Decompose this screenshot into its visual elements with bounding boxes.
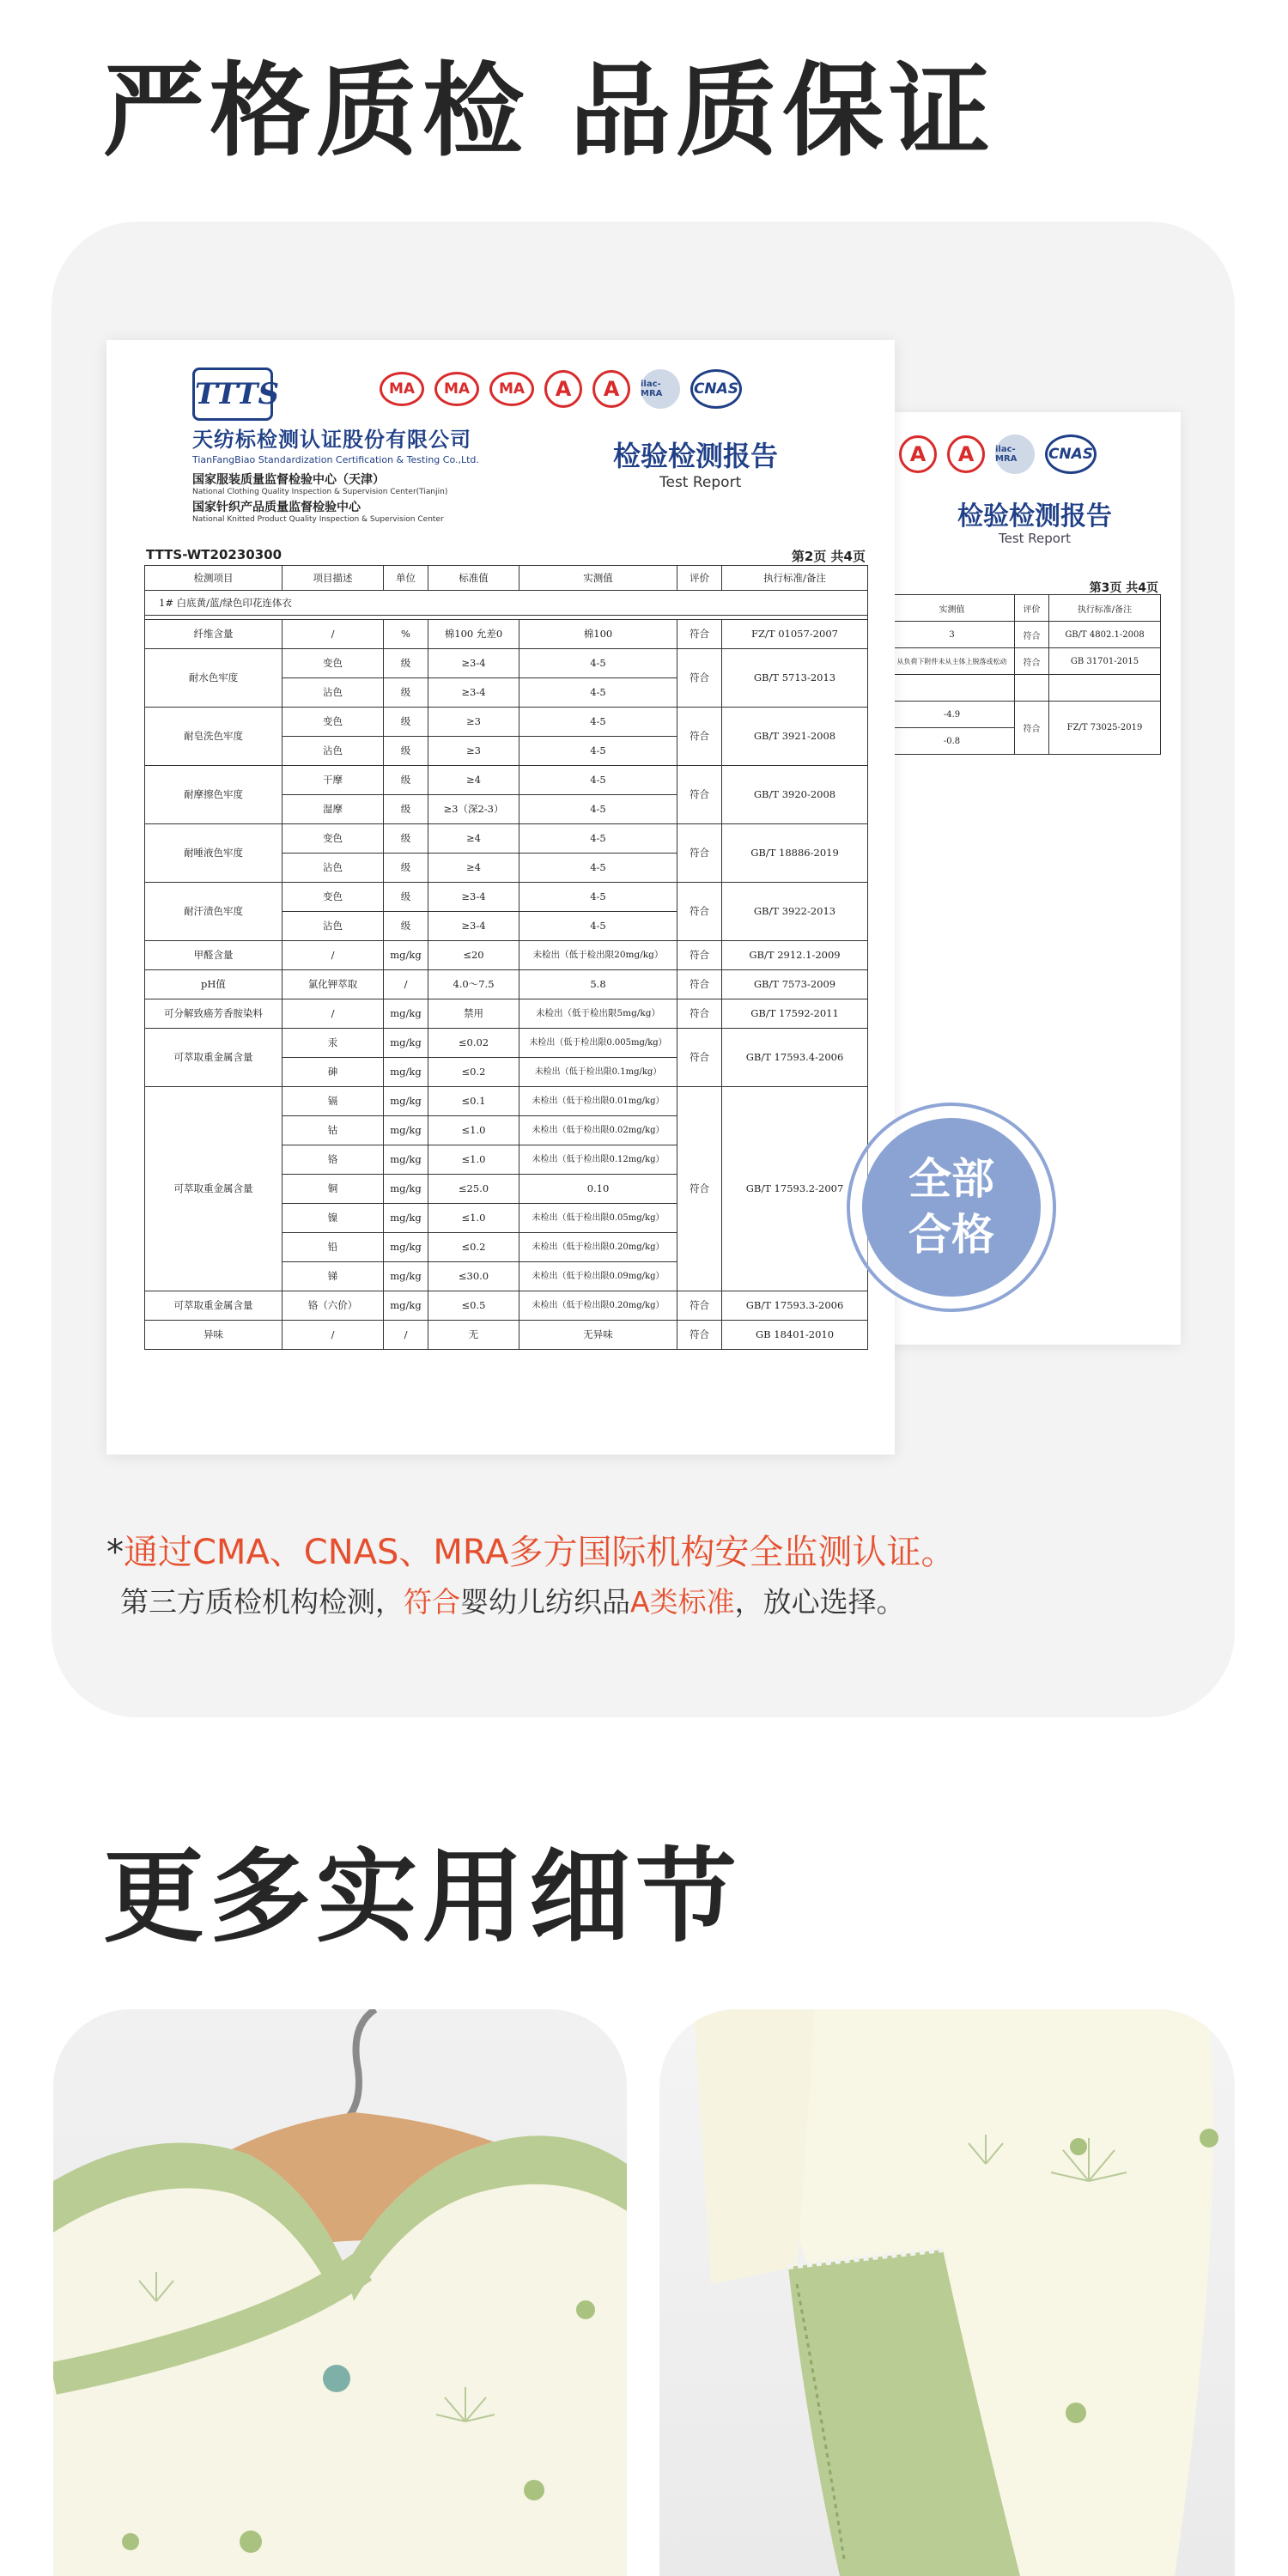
table-cell: 符合 [677,1029,722,1087]
table-cell: mg/kg [384,1058,428,1087]
table-cell: 锑 [283,1262,384,1291]
section-title-details: 更多实用细节 [103,1838,743,1956]
org-name-cn: 天纺标检测认证股份有限公司 [192,427,471,452]
table-cell: GB/T 18886-2019 [722,824,868,883]
table-cell: / [283,1321,384,1350]
table-cell: mg/kg [384,1233,428,1262]
table-cell: GB/T 5713-2013 [722,649,868,708]
table-cell: ≥4 [428,854,519,883]
table-cell: 符合 [677,883,722,941]
table-cell: ≥4 [428,824,519,854]
table-header-row [145,566,868,591]
table-cell: 变色 [283,649,384,678]
report-subtitle: Test Report [998,531,1072,546]
report-title: 检验检测报告 [957,501,1112,532]
table-row [145,999,868,1029]
table-cell: ≥3-4 [428,912,519,941]
table-row [145,941,868,970]
table-row [145,824,868,854]
table-cell: GB/T 17593.2-2007 [722,1087,868,1291]
collar-detail-photo [53,2009,627,2576]
table-cell: 4-5 [519,912,677,941]
table-cell: 符合 [677,970,722,999]
table-cell: ≥3 [428,708,519,737]
hanger-hook [345,2009,375,2121]
cuff-detail-photo [659,2009,1235,2576]
report-subtitle: Test Report [659,474,742,491]
table-cell: 沾色 [283,854,384,883]
table-header-cell: 检测项目 [145,566,283,591]
table-cell: ≥3 [428,737,519,766]
table-cell: -0.8 [890,728,1015,755]
table-cell: 耐摩擦色牢度 [145,766,283,824]
cnas-a-logo: A [899,435,937,473]
table-cell: / [283,941,384,970]
table-cell: GB/T 17593.3-2006 [722,1291,868,1321]
table-cell: ≤30.0 [428,1262,519,1291]
report-page-number: 第2页 共4页 [791,549,866,564]
table-cell: ≥3-4 [428,649,519,678]
table-cell: 符合 [677,1321,722,1350]
report-table [144,565,868,1350]
table-cell: ≥3-4 [428,883,519,912]
report-page-number: 第3页 共4页 [1089,581,1158,595]
center-name-1-en: National Clothing Quality Inspection & Supervision Center(Tianjin) [192,488,448,496]
table-cell: ≤0.2 [428,1233,519,1262]
table-cell: 未检出（低于检出限0.12mg/kg） [519,1145,677,1175]
table-cell: 沾色 [283,678,384,708]
table-row [890,622,1161,648]
table-header-cell: 标准值 [428,566,519,591]
table-cell: 铅 [283,1233,384,1262]
report-sheet-front [106,340,895,1455]
table-cell: 汞 [283,1029,384,1058]
table-cell: 级 [384,883,428,912]
table-cell: GB/T 3921-2008 [722,708,868,766]
table-cell: 可萃取重金属含量 [145,1087,283,1291]
table-cell: ≥4 [428,766,519,795]
badge-line-1: 全部 [908,1154,994,1204]
table-cell: 未检出（低于检出限20mg/kg） [519,941,677,970]
table-cell: 可萃取重金属含量 [145,1291,283,1321]
table-row [145,1029,868,1058]
ilac-mra-logo: ilac-MRA [641,369,680,409]
body-fabric [694,2009,814,2284]
table-cell: GB/T 17593.4-2006 [722,1029,868,1087]
table-cell: 4-5 [519,883,677,912]
table-cell: 级 [384,912,428,941]
note-asterisk: * [106,1533,124,1572]
table-cell: FZ/T 73025-2019 [1049,702,1161,755]
center-name-2-en: National Knitted Product Quality Inspection & Supervision Center [192,515,444,524]
table-cell: mg/kg [384,1145,428,1175]
table-cell: 甲醛含量 [145,941,283,970]
report-title: 检验检测报告 [613,440,779,472]
badge-line-2: 合格 [908,1210,994,1260]
snap-button [323,2365,350,2392]
table-cell: 从负荷下附件未从主体上脱落或松动 [890,648,1015,675]
table-cell: 铜 [283,1175,384,1204]
table-row [145,1321,868,1350]
table-cell: 氯化钾萃取 [283,970,384,999]
print-dot [1200,2129,1218,2148]
cma-logo: MA [380,372,424,406]
table-cell: ≤0.02 [428,1029,519,1058]
cnas-logo: CNAS [690,369,742,409]
table-cell [1049,675,1161,702]
table-cell: / [384,970,428,999]
table-cell: GB/T 4802.1-2008 [1049,622,1161,648]
table-row [890,648,1161,675]
table-cell: 符合 [1015,702,1049,755]
table-cell: 沾色 [283,737,384,766]
cnas-a-logo: A [947,435,985,473]
table-header-row [890,595,1161,622]
table-cell: ≥3-4 [428,678,519,708]
table-cell: 符合 [677,620,722,649]
note-highlight: A类标准 [630,1585,735,1619]
table-cell: 未检出（低于检出限0.05mg/kg） [519,1204,677,1233]
table-cell: ≤0.5 [428,1291,519,1321]
table-cell: 级 [384,649,428,678]
cert-logos-back [899,434,1097,474]
table-cell: 变色 [283,883,384,912]
table-cell: 符合 [677,941,722,970]
table-cell: 未检出（低于检出限0.02mg/kg） [519,1116,677,1145]
ttts-logo: TTTS [192,368,273,421]
table-header-cell: 执行标准/备注 [722,566,868,591]
print-dot [122,2533,139,2550]
table-cell: ≤1.0 [428,1145,519,1175]
table-cell: -4.9 [890,702,1015,728]
table-cell: 可分解致癌芳香胺染料 [145,999,283,1029]
table-header-cell: 项目描述 [283,566,384,591]
cnas-logo: CNAS [1045,434,1097,474]
table-cell: GB/T 3922-2013 [722,883,868,941]
table-cell: 耐唾液色牢度 [145,824,283,883]
table-cell: 棉100 [519,620,677,649]
table-cell: mg/kg [384,941,428,970]
table-row [145,766,868,795]
cuff-illustration [659,2009,1235,2576]
table-cell: 可萃取重金属含量 [145,1029,283,1087]
table-cell: 未检出（低于检出限0.01mg/kg） [519,1087,677,1116]
table-cell: mg/kg [384,1291,428,1321]
org-name-en: TianFangBiao Standardization Certification & Testing Co.,Ltd. [192,454,479,465]
table-cell: GB/T 3920-2008 [722,766,868,824]
table-cell: ≤0.1 [428,1087,519,1116]
table-cell: 4-5 [519,708,677,737]
note-part: ，放心选择。 [734,1585,905,1619]
table-cell: / [283,620,384,649]
table-cell: ≥3（深2-3） [428,795,519,824]
table-cell: 沾色 [283,912,384,941]
ilac-mra-logo: ilac-MRA [995,434,1035,474]
table-cell: mg/kg [384,1262,428,1291]
table-cell: ≤25.0 [428,1175,519,1204]
table-cell: 符合 [677,708,722,766]
table-row [145,1291,868,1321]
table-cell [1015,675,1049,702]
cnas-a-logo: A [592,370,630,408]
table-cell: GB/T 17592-2011 [722,999,868,1029]
table-row [145,649,868,678]
table-row [145,970,868,999]
table-cell: 0.10 [519,1175,677,1204]
table-cell: 符合 [1015,622,1049,648]
table-row [890,675,1161,702]
section-title-quality: 严格质检 品质保证 [103,52,996,170]
table-cell: 干摩 [283,766,384,795]
table-cell: mg/kg [384,1204,428,1233]
cert-logos [380,369,742,409]
all-passed-badge [847,1103,1056,1312]
cma-logo: MA [489,372,534,406]
table-cell: 3 [890,622,1015,648]
table-cell [890,675,1015,702]
table-header-cell: 单位 [384,566,428,591]
table-cell: ≤20 [428,941,519,970]
table-cell: 级 [384,854,428,883]
center-name-1: 国家服装质量监督检验中心（天津） [192,473,385,487]
table-cell: GB 31701-2015 [1049,648,1161,675]
table-header-cell: 实测值 [890,595,1015,622]
table-row [145,620,868,649]
table-cell: 4-5 [519,737,677,766]
print-dot [240,2530,262,2553]
table-cell: mg/kg [384,1029,428,1058]
table-cell: 纤维含量 [145,620,283,649]
table-cell: 未检出（低于检出限0.20mg/kg） [519,1233,677,1262]
table-cell: 未检出（低于检出限0.20mg/kg） [519,1291,677,1321]
sample-description: 1# 白底黄/蓝/绿色印花连体衣 [145,591,868,616]
table-cell: 级 [384,708,428,737]
table-cell: 棉100 允差0 [428,620,519,649]
table-cell: 4.0～7.5 [428,970,519,999]
table-cell: 4-5 [519,678,677,708]
table-cell: 砷 [283,1058,384,1087]
note-highlight: 符合 [404,1585,460,1619]
table-cell: 未检出（低于检出限5mg/kg） [519,999,677,1029]
print-dot [576,2300,595,2319]
table-cell: 级 [384,795,428,824]
table-cell: 4-5 [519,824,677,854]
table-cell: 未检出（低于检出限0.005mg/kg） [519,1029,677,1058]
table-cell: 5.8 [519,970,677,999]
table-cell: 变色 [283,824,384,854]
certification-note [106,1525,955,1574]
table-cell: 4-5 [519,649,677,678]
table-cell: GB/T 7573-2009 [722,970,868,999]
table-cell: 级 [384,737,428,766]
center-name-2: 国家针织产品质量监督检验中心 [192,501,361,514]
table-cell: 符合 [677,649,722,708]
table-cell: 变色 [283,708,384,737]
cma-logo: MA [434,372,479,406]
table-header-cell: 评价 [1015,595,1049,622]
table-cell: 未检出（低于检出限0.09mg/kg） [519,1262,677,1291]
table-header-cell: 评价 [677,566,722,591]
table-cell: 4-5 [519,766,677,795]
table-cell: / [283,999,384,1029]
table-cell: 镍 [283,1204,384,1233]
table-row [145,708,868,737]
table-header-cell: 实测值 [519,566,677,591]
note-part: 婴幼儿纺织品 [460,1585,630,1619]
table-cell: mg/kg [384,1175,428,1204]
note-part: 第三方质检机构检测， [120,1585,404,1619]
table-cell: 耐皂洗色牢度 [145,708,283,766]
testing-organization [192,422,570,524]
table-cell: mg/kg [384,1087,428,1116]
table-cell: FZ/T 01057-2007 [722,620,868,649]
table-cell: 级 [384,678,428,708]
table-cell: 符合 [677,999,722,1029]
table-cell: 禁用 [428,999,519,1029]
collar-illustration [53,2009,627,2576]
table-cell: / [384,1321,428,1350]
table-cell: 符合 [1015,648,1049,675]
report-table-back [889,594,1161,755]
table-cell: 级 [384,766,428,795]
standard-note [120,1580,905,1620]
table-cell: 级 [384,824,428,854]
table-cell: mg/kg [384,999,428,1029]
table-cell: 耐水色牢度 [145,649,283,708]
print-dot [1066,2403,1086,2423]
table-cell: 4-5 [519,854,677,883]
print-dot [1070,2138,1087,2155]
table-cell: GB/T 2912.1-2009 [722,941,868,970]
table-cell: 钴 [283,1116,384,1145]
table-row [145,883,868,912]
table-cell: 无 [428,1321,519,1350]
table-cell: 符合 [677,824,722,883]
table-cell: ≤1.0 [428,1116,519,1145]
table-cell: 无异味 [519,1321,677,1350]
table-cell: mg/kg [384,1116,428,1145]
table-cell: % [384,620,428,649]
table-cell: 符合 [677,1291,722,1321]
table-cell: 未检出（低于检出限0.1mg/kg） [519,1058,677,1087]
table-cell: GB 18401-2010 [722,1321,868,1350]
table-cell: 符合 [677,1087,722,1291]
table-sample-row [145,591,868,616]
table-header-cell: 执行标准/备注 [1049,595,1161,622]
table-cell: 铬（六价） [283,1291,384,1321]
table-cell: 铬 [283,1145,384,1175]
table-row [890,702,1161,728]
table-cell: 湿摩 [283,795,384,824]
table-cell: ≤0.2 [428,1058,519,1087]
table-cell: 符合 [677,766,722,824]
table-cell: ≤1.0 [428,1204,519,1233]
table-cell: 镉 [283,1087,384,1116]
cnas-a-logo: A [544,370,582,408]
table-row [145,1087,868,1116]
table-cell: 异味 [145,1321,283,1350]
print-dot [524,2480,544,2500]
table-cell: 4-5 [519,795,677,824]
report-number: TTTS-WT20230300 [146,547,283,562]
note-line-1: 通过CMA、CNAS、MRA多方国际机构安全监测认证。 [124,1533,956,1572]
table-cell: 耐汗渍色牢度 [145,883,283,941]
table-cell: pH值 [145,970,283,999]
